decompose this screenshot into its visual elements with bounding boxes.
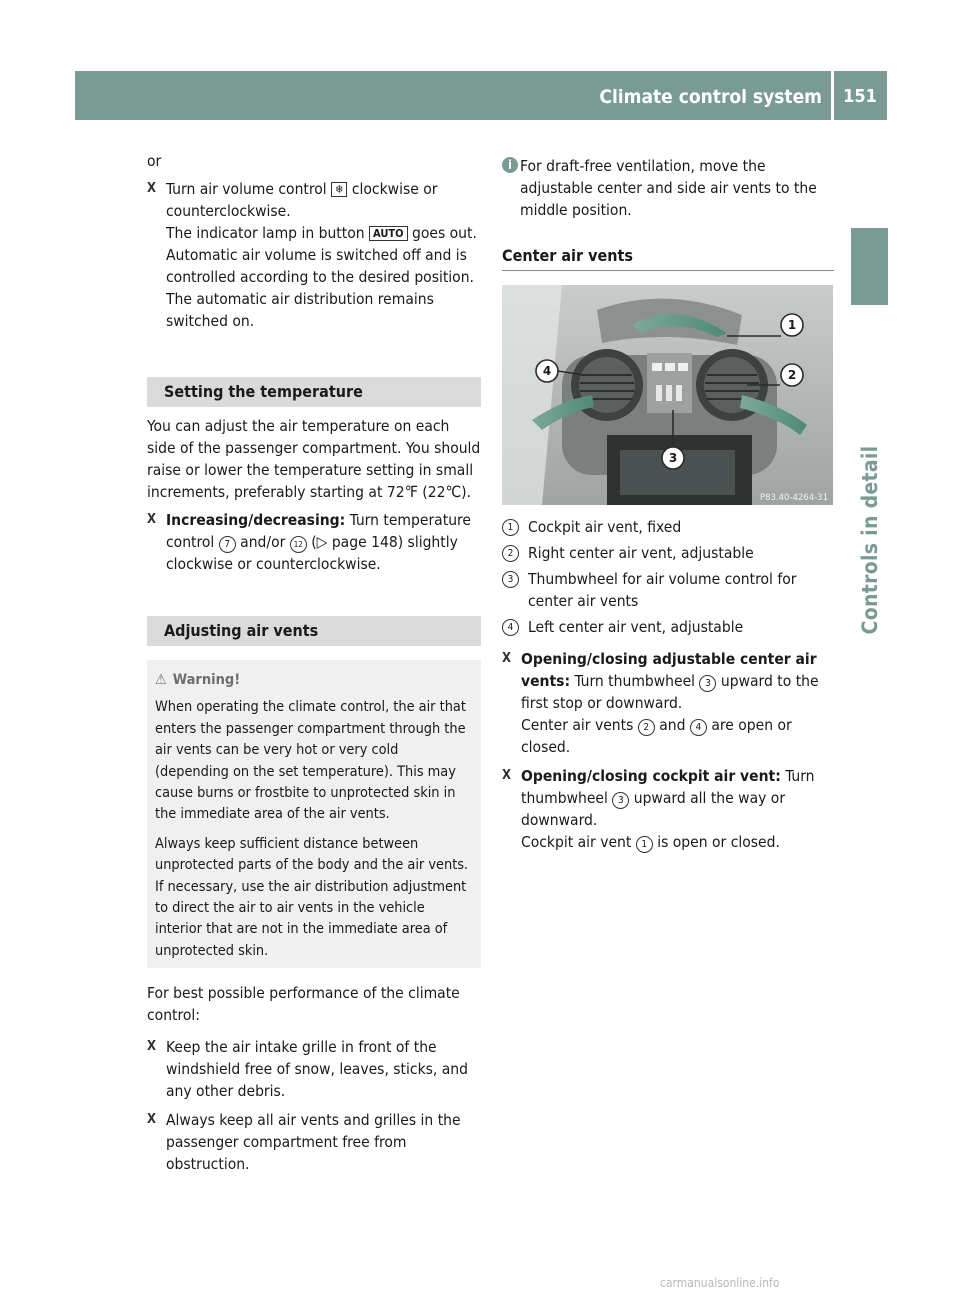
page-number: 151 xyxy=(843,86,877,107)
temperature-paragraph: You can adjust the air temperature on each side of the passenger compartment. You should raise or lower the temperature setting in small increments, preferably starting at 72℉ (22℃). xyxy=(147,417,481,501)
callout-3: 3 xyxy=(612,792,629,809)
chapter-label: Controls in detail xyxy=(858,445,882,635)
legend-number: 1 xyxy=(502,519,519,536)
warning-title: ⚠ Warning! xyxy=(155,670,473,691)
callout-4: 4 xyxy=(690,719,707,736)
step-cockpit-air-vent: X Opening/closing cockpit air vent: Turn thumbwheel 3 upward all the way or downward. Cockpit air vent 1 is open or closed. xyxy=(502,767,815,851)
section-heading-air-vents: Adjusting air vents xyxy=(147,616,481,646)
center-air-vents-photo xyxy=(502,285,833,505)
legend-item-4: 4 Left center air vent, adjustable xyxy=(502,616,834,638)
header-divider xyxy=(831,71,834,120)
left-column xyxy=(147,150,481,1182)
legend-number: 4 xyxy=(502,619,519,636)
side-tab-marker xyxy=(851,228,888,305)
performance-paragraph: For best possible performance of the climate control: xyxy=(147,984,460,1025)
step-marker-icon: X xyxy=(502,651,512,666)
step-turn-air-volume: X Turn air volume control ❄ clockwise or counterclockwise. The indicator lamp in button AUTO goes out. Automatic air volume is switched off and is controlled according to the desired position. The automatic air distribution remains switched on. xyxy=(147,180,477,330)
fan-key-icon: ❄ xyxy=(331,182,347,197)
callout-7: 7 xyxy=(219,536,236,553)
bullet-air-vents-free: X Always keep all air vents and grilles in the passenger compartment free from obstruction. xyxy=(147,1111,461,1174)
bullet-intake-grille: X Keep the air intake grille in front of the windshield free of snow, leaves, sticks, and any other debris. xyxy=(147,1038,469,1101)
section-heading-temperature: Setting the temperature xyxy=(147,377,481,407)
subheading-center-air-vents: Center air vents xyxy=(502,245,834,271)
auto-key-icon: AUTO xyxy=(369,226,408,241)
callout-2: 2 xyxy=(787,368,797,382)
callout-1: 1 xyxy=(787,318,797,332)
callout-3: 3 xyxy=(699,675,716,692)
step-center-air-vents: X Opening/closing adjustable center air vents: Turn thumbwheel 3 upward to the first stop or downward. Center air vents 2 and 4 are open or closed. xyxy=(502,650,819,756)
step-marker-icon: X xyxy=(502,768,512,783)
callout-2: 2 xyxy=(638,719,655,736)
warning-box xyxy=(147,660,481,968)
photo-code: P83.40-4264-31 xyxy=(759,493,828,503)
callout-4: 4 xyxy=(542,364,552,378)
legend-item-1: 1 Cockpit air vent, fixed xyxy=(502,516,834,538)
step-marker-icon: X xyxy=(147,512,157,527)
callout-1: 1 xyxy=(636,836,653,853)
step-marker-icon: X xyxy=(147,1039,157,1055)
info-note: i For draft-free ventilation, move the adjustable center and side air vents to the middle position. xyxy=(502,155,834,221)
legend-number: 2 xyxy=(502,545,519,562)
info-icon: i xyxy=(502,157,518,173)
intro-or: or xyxy=(147,152,162,170)
dashboard-illustration xyxy=(502,285,833,505)
watermark: carmanualsonline.info xyxy=(660,1276,780,1290)
warning-paragraph-1: When operating the climate control, the air that enters the passenger compartment through the air vents can be very hot or very cold (depending on the set temperature). This may cause burns or frostbite to unprotected skin in the immediate area of the air vents. xyxy=(155,699,466,823)
step-increasing-decreasing: X Increasing/decreasing: Turn temperature control 7 and/or 12 (▷ page 148) slightly clockwise or counterclockwise. xyxy=(147,511,472,573)
page-title: Climate control system xyxy=(599,86,822,108)
step-marker-icon: X xyxy=(147,181,157,196)
legend-item-3: 3 Thumbwheel for air volume control for center air vents xyxy=(502,568,834,612)
callout-12: 12 xyxy=(290,536,307,553)
callout-3: 3 xyxy=(668,451,678,465)
step-marker-icon: X xyxy=(147,1112,157,1128)
warning-paragraph-2: Always keep sufficient distance between unprotected parts of the body and the air vents. If necessary, use the air distribution adjustment to direct the air to air vents in the vehicle interior that are not in the immediate area of unprotected skin. xyxy=(155,835,469,959)
legend-item-2: 2 Right center air vent, adjustable xyxy=(502,542,834,564)
warning-triangle-icon: ⚠ xyxy=(155,672,167,688)
legend-number: 3 xyxy=(502,571,519,588)
right-column xyxy=(502,155,834,860)
